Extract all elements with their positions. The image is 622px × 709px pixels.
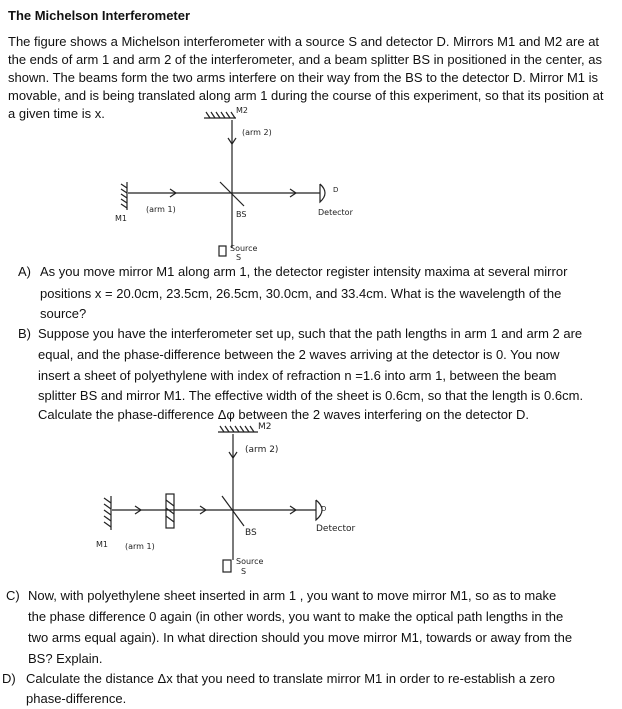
sheet-hatch [166,500,174,522]
fig2-source-label: Source [236,557,264,566]
question-c-marker: C) [6,588,20,603]
question-a-line: As you move mirror M1 along arm 1, the detector register intensity maxima at several mirror [40,264,568,279]
fig2-m1-label: M1 [96,540,108,549]
fig1-m1-label: M1 [115,214,127,223]
fig1-d-label: D [333,186,339,194]
intro-line: the ends of arm 1 and arm 2 of the interferometer, and a beam splitter BS in positioned in the center, as [8,52,603,67]
fig1-m2-label: M2 [236,106,248,115]
intro-line: movable, and is being translated along arm 1 during the course of this experiment, so that its position at [8,88,604,103]
intro-line: The figure shows a Michelson interferometer with a source S and detector D. Mirrors M1 and M2 are at [8,34,600,49]
intro-line: a given time is x. [8,106,105,121]
question-b-line: equal, and the phase-difference between the 2 waves arriving at the detector is 0. You now [38,347,560,362]
m1-hatch [104,498,111,527]
fig1-source-label: Source [230,244,258,253]
question-a-line: positions x = 20.0cm, 23.5cm, 26.5cm, 30.0cm, and 33.4cm. What is the wavelength of the [40,286,562,301]
question-a-line: source? [40,306,87,321]
fig2-s-label: S [241,567,247,576]
fig1-s-label: S [236,253,242,262]
question-a-marker: A) [18,264,31,279]
question-c-line: two arms equal again). In what direction should you move mirror M1, towards or away from the [28,630,573,645]
question-d-line: Calculate the distance Δx that you need to translate mirror M1 in order to re-establish a zero [26,671,555,686]
fig2-arm1-label: (arm 1) [125,542,155,551]
question-b-line: splitter BS and mirror M1. The effective width of the sheet is 0.6cm, so that the length is 0.6cm. [38,388,584,403]
fig2-detector-label: Detector [316,524,356,534]
fig2-d-label: D [321,505,327,513]
fig1-arm1-label: (arm 1) [146,205,176,214]
question-c-line: BS? Explain. [28,651,103,666]
intro-line: shown. The beams form the two arms interfere on their way from the BS to the detector D. Mirror M1 is [8,70,599,85]
question-c-line: the phase difference 0 again (in other words, you want to make the optical path lengths in the [28,609,564,624]
question-b-line: Suppose you have the interferometer set up, such that the path lengths in arm 1 and arm 2 are [38,326,583,341]
fig1-bs-label: BS [236,210,247,219]
question-d-marker: D) [2,671,16,686]
question-d-line: phase-difference. [26,691,127,706]
fig1-detector-label: Detector [318,208,353,217]
fig2-m2-label: M2 [258,422,272,432]
source-box [223,560,231,572]
question-b-marker: B) [18,326,31,341]
question-b-line: insert a sheet of polyethylene with index of refraction n =1.6 into arm 1, between the beam [38,368,557,383]
page-title: The Michelson Interferometer [8,8,191,23]
question-c-line: Now, with polyethylene sheet inserted in arm 1 , you want to move mirror M1, so as to make [28,588,557,603]
fig2-arm2-label: (arm 2) [245,445,279,455]
fig1-arm2-label: (arm 2) [242,128,272,137]
question-b-line: Calculate the phase-difference Δφ between the 2 waves interfering on the detector D. [38,407,529,422]
m2-hatch [220,426,254,432]
fig2-bs-label: BS [245,528,257,538]
